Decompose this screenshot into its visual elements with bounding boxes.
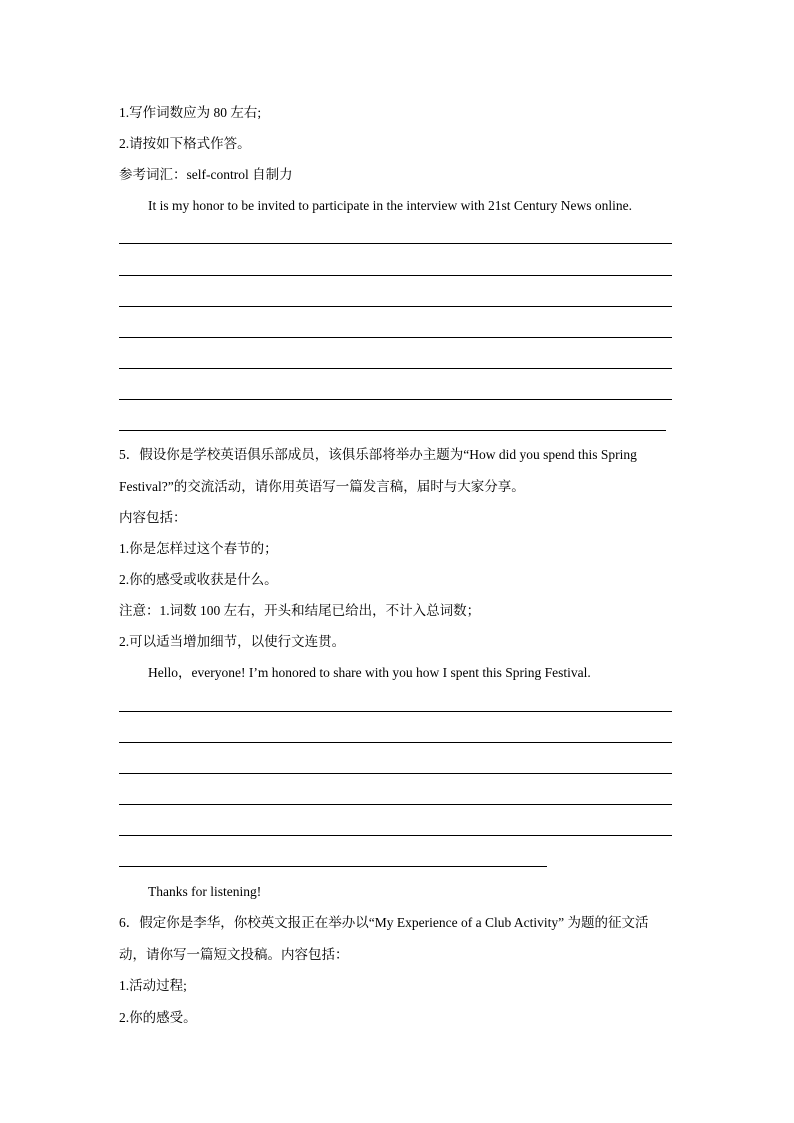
answer-line bbox=[119, 337, 672, 338]
note-1: 注意：1.词数 100 左右，开头和结尾已给出，不计入总词数； bbox=[119, 603, 481, 618]
answer-line bbox=[119, 742, 672, 743]
answer-line bbox=[119, 711, 672, 712]
question-6-prompt-line-1: 6．假定你是李华，你校英文报正在举办以“My Experience of a Club Activity” 为题的征文活 bbox=[119, 915, 649, 930]
requirement-1: 1.写作词数应为 80 左右; bbox=[119, 105, 262, 120]
content-point-1: 1.你是怎样过这个春节的； bbox=[119, 541, 278, 556]
question-6-prompt-line-2: 动，请你写一篇短文投稿。内容包括： bbox=[119, 947, 349, 962]
vocabulary-hint: 参考词汇：self-control 自制力 bbox=[119, 167, 293, 182]
question-5-prompt-line-1: 5．假设你是学校英语俱乐部成员，该俱乐部将举办主题为“How did you spend this Spring bbox=[119, 447, 637, 462]
answer-line bbox=[119, 430, 666, 431]
answer-line bbox=[119, 399, 672, 400]
note-2: 2.可以适当增加细节，以使行文连贯。 bbox=[119, 634, 346, 649]
answer-line bbox=[119, 866, 547, 867]
answer-line bbox=[119, 773, 672, 774]
answer-line bbox=[119, 804, 672, 805]
essay-opening: It is my honor to be invited to participate in the interview with 21st Century News online. bbox=[148, 198, 633, 213]
content-label: 内容包括： bbox=[119, 510, 187, 525]
content-point-2: 2.你的感受。 bbox=[119, 1010, 197, 1025]
question-5-prompt-line-2: Festival?”的交流活动，请你用英语写一篇发言稿，届时与大家分享。 bbox=[119, 479, 525, 494]
answer-line bbox=[119, 835, 672, 836]
content-point-2: 2.你的感受或收获是什么。 bbox=[119, 572, 278, 587]
content-point-1: 1.活动过程; bbox=[119, 978, 187, 993]
requirement-2: 2.请按如下格式作答。 bbox=[119, 136, 251, 151]
speech-opening: Hello，everyone! I’m honored to share with you how I spent this Spring Festival. bbox=[148, 665, 591, 680]
answer-line bbox=[119, 368, 672, 369]
answer-line bbox=[119, 306, 672, 307]
answer-line bbox=[119, 275, 672, 276]
speech-closing: Thanks for listening! bbox=[148, 884, 262, 899]
answer-line bbox=[119, 243, 672, 244]
